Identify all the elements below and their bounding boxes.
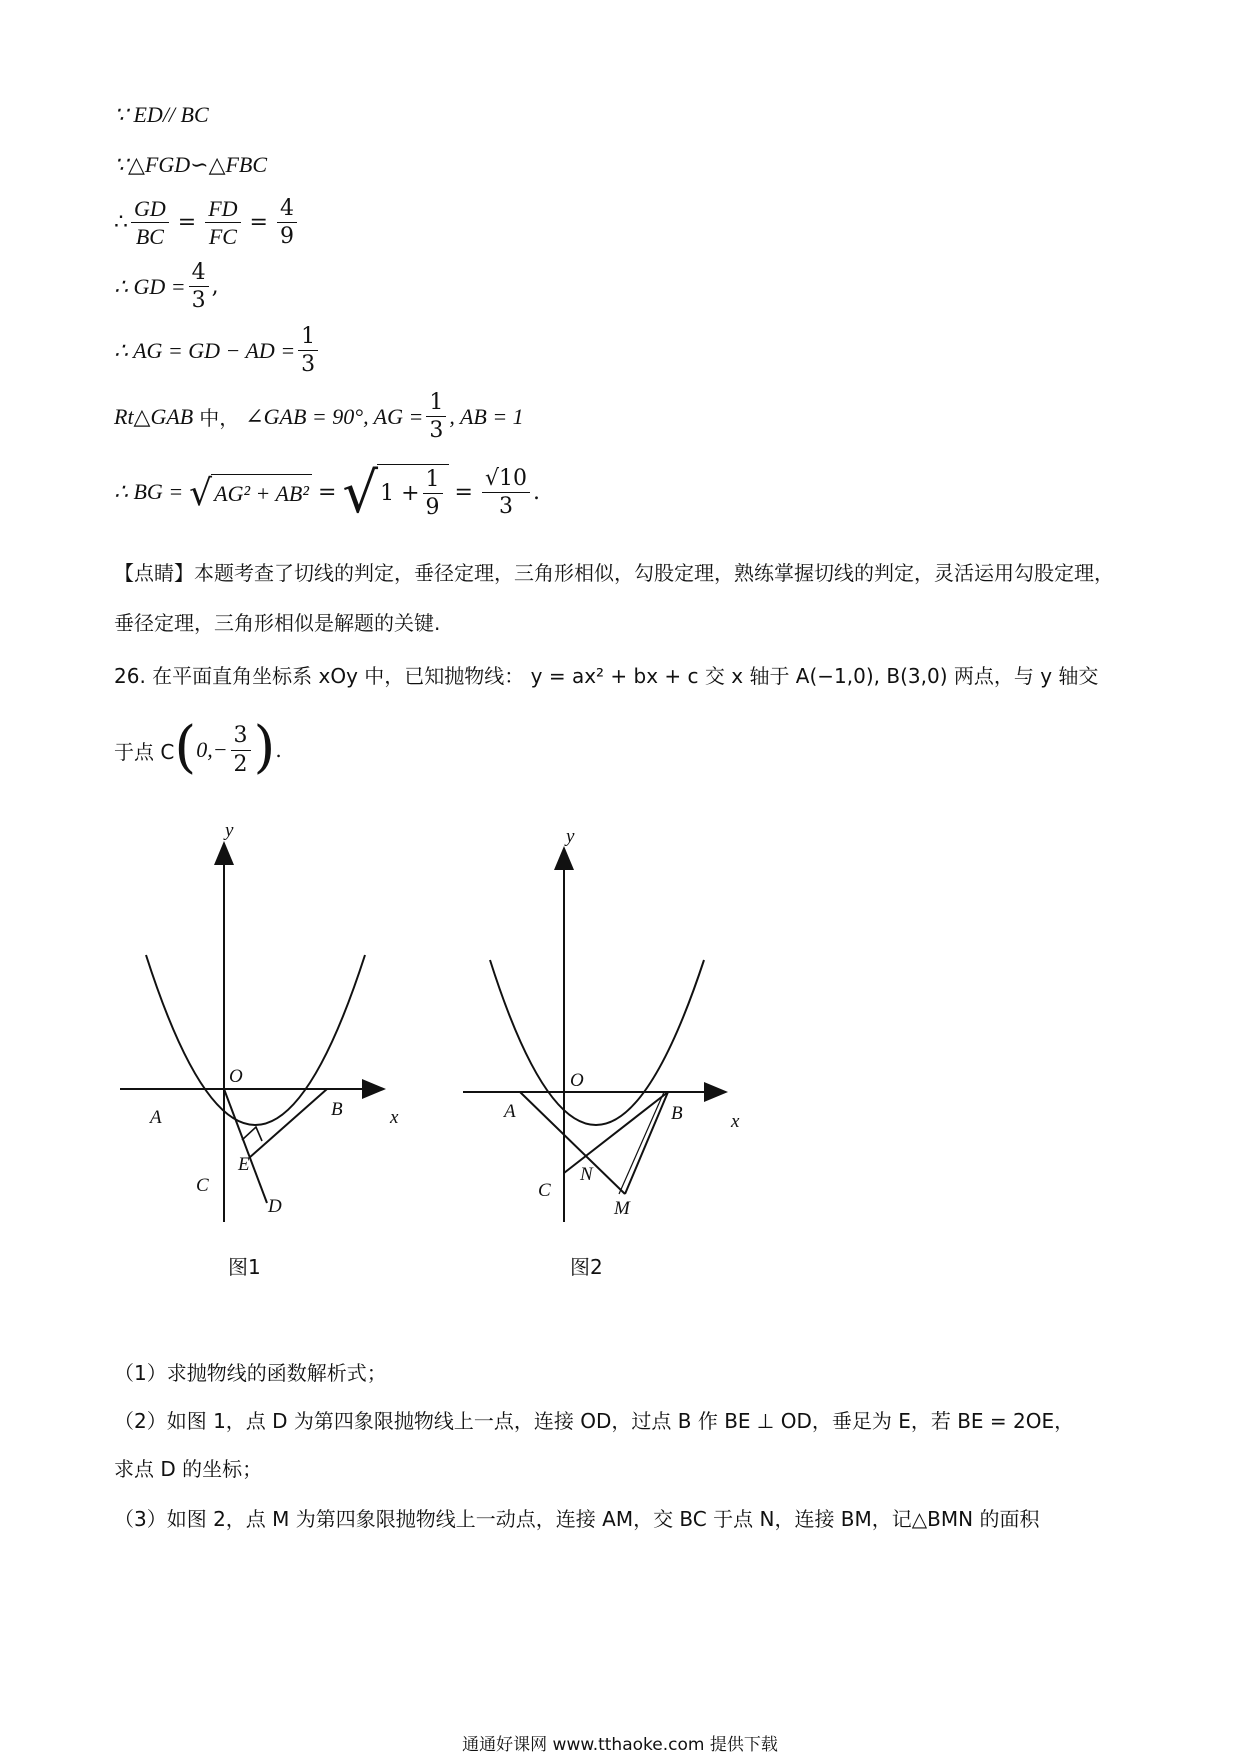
parabola [146, 955, 365, 1125]
solution-line-4: ∴ GD = $\frac{4}{3}$ , [114, 260, 219, 314]
label-d: D [268, 1196, 282, 1217]
part-2-line-1: （2）如图 1，点 D 为第四象限抛物线上一点，连接 OD，过点 B 作 BE ⊥ OD，垂足为 E，若 BE = 2OE， [114, 1409, 1075, 1433]
sqrt-expression: √ AG² + AB² [189, 474, 312, 510]
solution-text: ∵ ED// BC [114, 102, 209, 127]
label-c: C [196, 1175, 209, 1196]
label-e: E [238, 1154, 250, 1175]
solution-line-2 [114, 152, 267, 178]
comment-paragraph: 【点睛】本题考查了切线的判定，垂径定理，三角形相似，勾股定理，熟练掌握切线的判定，灵活运用勾股定理，垂径定理，三角形相似是解题的关键. [114, 561, 1114, 635]
figure-1-caption: 图1 [228, 1255, 261, 1279]
label-a: A [150, 1107, 162, 1128]
fraction-1-3: $\frac{1}{3}$ [426, 390, 446, 444]
figure-2-labels [502, 826, 740, 1279]
figure-2-caption: 图2 [570, 1255, 603, 1279]
label-c: C [538, 1180, 551, 1201]
solution-text: ∵△FGD∽△FBC [114, 152, 268, 177]
right-angle-mark [242, 1127, 262, 1141]
label-o: O [570, 1070, 584, 1091]
label-b: B [671, 1103, 683, 1124]
solution-line-5: ∴ AG = GD − AD = $\frac{1}{3}$ [114, 324, 321, 378]
sqrt-expression: √ 1 + $\frac{1}{9}$ [342, 464, 448, 521]
segment-od [224, 1089, 267, 1203]
question-26-line-2: 于点 C ( 0,− $\frac{3}{2}$ ) . [114, 715, 282, 780]
segment-bc [564, 1092, 668, 1173]
label-m: M [614, 1198, 630, 1219]
footer-text: 通通好课网 www.tthaoke.com 提供下载 [462, 1735, 778, 1755]
parabola [490, 960, 704, 1125]
therefore-symbol: ∴ [114, 210, 128, 236]
fraction-1-3: $\frac{1}{3}$ [298, 324, 318, 378]
fraction-gd-bc: $\frac{GD}{BC}$ [131, 196, 169, 250]
segment-bm-2 [619, 1092, 664, 1194]
segment-am [520, 1092, 625, 1194]
label-a: A [504, 1101, 516, 1122]
label-y: y [225, 820, 234, 841]
solution-line-6: Rt△GAB 中， ∠GAB = 90°, AG = $\frac{1}{3}$ , AB = 1 [114, 390, 524, 444]
label-y: y [566, 826, 575, 847]
fraction-sqrt10-3: $\frac{√10}{3}$ [482, 466, 530, 520]
label-b: B [331, 1099, 343, 1120]
part-2-line-2: 求点 D 的坐标； [114, 1457, 263, 1481]
segment-be [249, 1089, 327, 1158]
question-26-line-1: 26. 在平面直角坐标系 xOy 中，已知抛物线： y = ax² + bx + c 交 x 轴于 A(−1,0), B(3,0) 两点，与 y 轴交 [114, 664, 1099, 688]
fraction-fd-fc: $\frac{FD}{FC}$ [205, 196, 240, 250]
label-o: O [229, 1066, 243, 1087]
figure-1 [120, 845, 382, 1222]
solution-line-3: ∴ $\frac{GD}{BC}$ = $\frac{FD}{FC}$ = $\frac{4}{9}$ [114, 196, 300, 250]
part-1: （1）求抛物线的函数解析式； [114, 1361, 387, 1385]
figure-1-labels [148, 820, 399, 1279]
label-x: x [731, 1111, 740, 1132]
solution-line-7: ∴ BG = √ AG² + AB² = √ 1 + $\frac{1}{9}$ = $\frac{√10}{3}$ . [114, 461, 540, 526]
fraction-4-9: $\frac{4}{9}$ [277, 196, 297, 250]
segment-bm [625, 1092, 668, 1194]
figure-2 [463, 850, 724, 1222]
part-3: （3）如图 2，点 M 为第四象限抛物线上一动点，连接 AM，交 BC 于点 N，连接 BM，记△BMN 的面积 [114, 1507, 1040, 1531]
solution-line-1 [114, 102, 209, 128]
label-x: x [390, 1107, 399, 1128]
fraction-3-2: $\frac{3}{2}$ [231, 723, 251, 777]
fraction-4-3: $\frac{4}{3}$ [189, 260, 209, 314]
label-n: N [580, 1164, 593, 1185]
